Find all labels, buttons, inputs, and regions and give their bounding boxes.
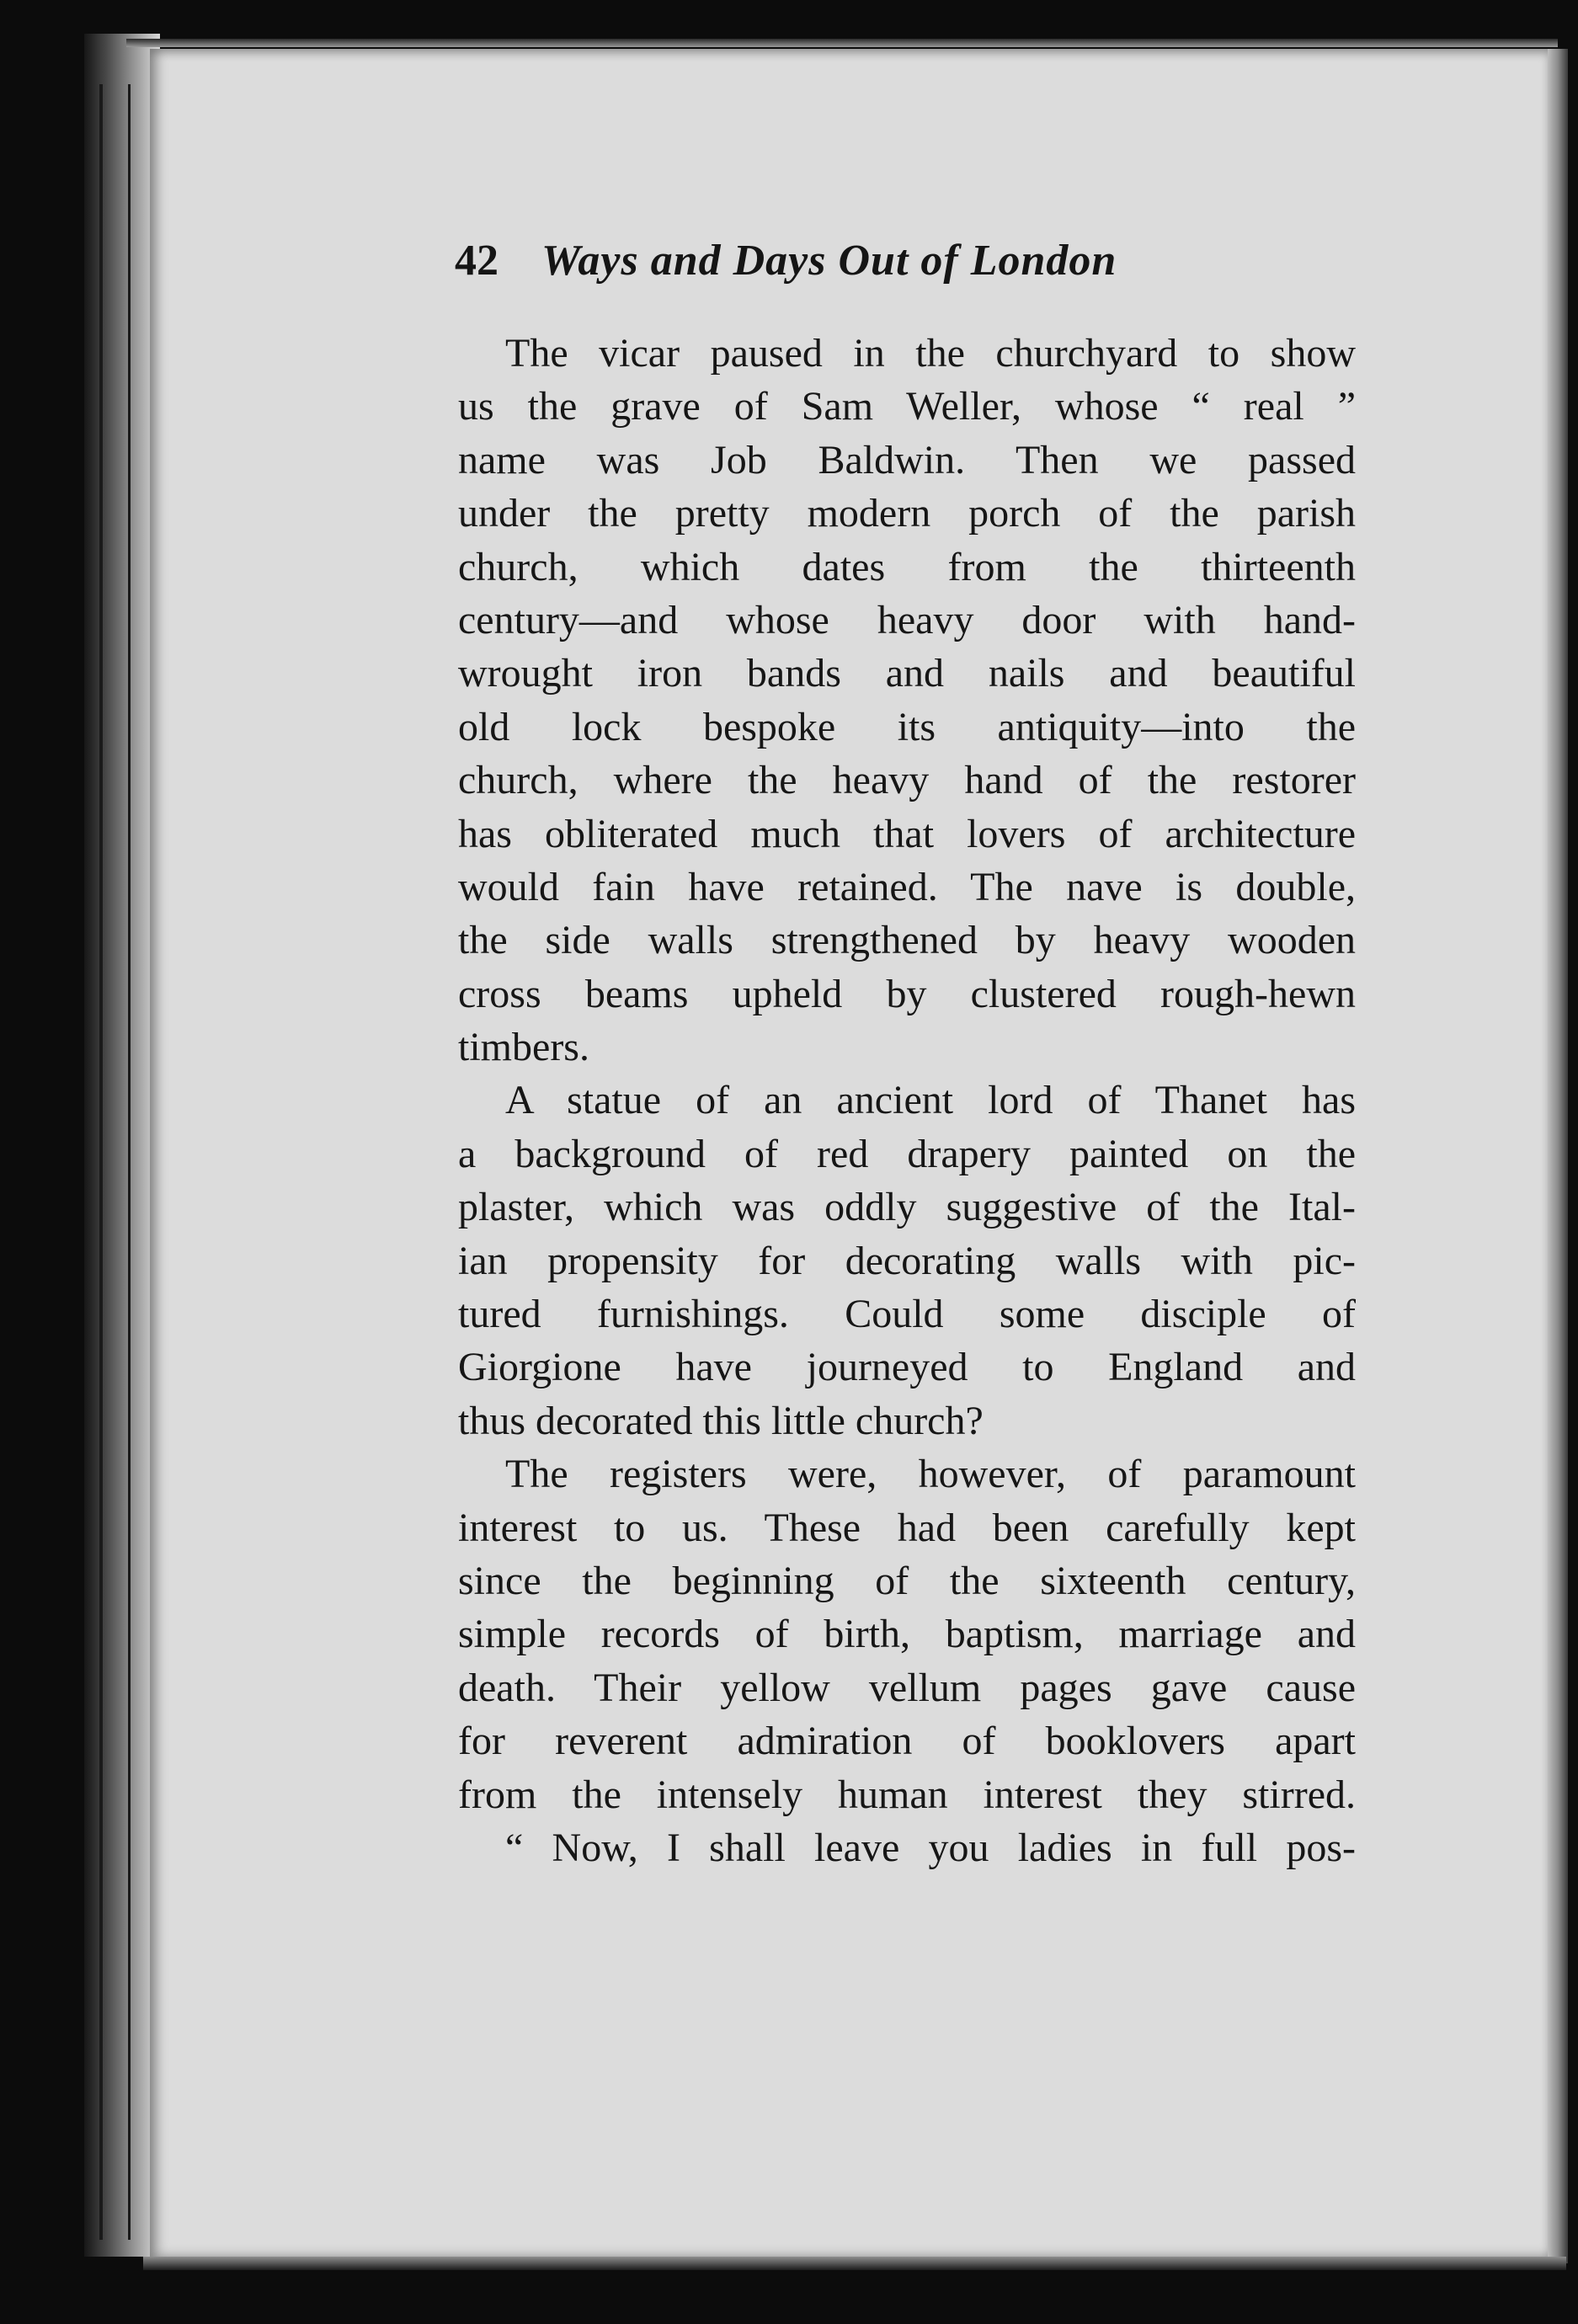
text-line: church, where the heavy hand of the restorer [458,758,1356,803]
text-line: from the intensely human interest they stirred. [458,1772,1356,1817]
text-line: timbers. [458,1025,589,1070]
text-line: a background of red drapery painted on the [458,1131,1356,1176]
text-line: old lock bespoke its antiquity—into the [458,704,1356,749]
text-line: cross beams upheld by clustered rough-hewn [458,971,1356,1016]
text-line: would fain have retained. The nave is double, [458,864,1356,909]
text-line: us the grave of Sam Weller, whose “ real ” [458,384,1356,429]
text-line: since the beginning of the sixteenth century, [458,1558,1356,1603]
text-line: under the pretty modern porch of the parish [458,491,1356,536]
text-line: wrought iron bands and nails and beautiful [458,651,1356,696]
text-line: tured furnishings. Could some disciple of [458,1292,1356,1337]
text-line: simple records of birth, baptism, marriage and [458,1612,1356,1657]
text-line: interest to us. These had been carefully kept [458,1505,1356,1550]
page-top-edge [126,39,1558,47]
text-line: name was Job Baldwin. Then we passed [458,437,1356,482]
running-title: Ways and Days Out of London [541,237,1117,285]
text-line: thus decorated this little church? [458,1398,984,1443]
text-line: for reverent admiration of booklovers apart [458,1719,1356,1764]
text-line: has obliterated much that lovers of architecture [458,811,1356,856]
text-line: church, which dates from the thirteenth [458,544,1356,589]
paragraph [458,1821,1356,1874]
text-line: The vicar paused in the churchyard to show [505,331,1356,376]
spine-line [99,84,103,2240]
text-line: century—and whose heavy door with hand- [458,597,1356,642]
text-line: Giorgione have journeyed to England and [458,1345,1356,1390]
spine-line [128,84,131,2240]
text-line: death. Their yellow vellum pages gave cause [458,1665,1356,1710]
text-line: “ Now, I shall leave you ladies in full pos- [505,1825,1356,1870]
page-number: 42 [455,237,498,285]
text-line: The registers were, however, of paramount [505,1452,1356,1497]
text-line: A statue of an ancient lord of Thanet has [505,1078,1356,1123]
paragraph [458,1447,1356,1821]
text-line: ian propensity for decorating walls with pic- [458,1238,1356,1283]
text-line: the side walls strengthened by heavy wooden [458,918,1356,963]
paragraph [458,1074,1356,1447]
paragraph [458,327,1356,1074]
page-bottom-edge [143,2257,1566,2270]
book-spine [84,34,160,2257]
text-line: plaster, which was oddly suggestive of the Ital- [458,1185,1356,1230]
body-text [458,327,1356,1874]
page-header [455,236,1356,295]
page-right-edge [1548,49,1568,2263]
